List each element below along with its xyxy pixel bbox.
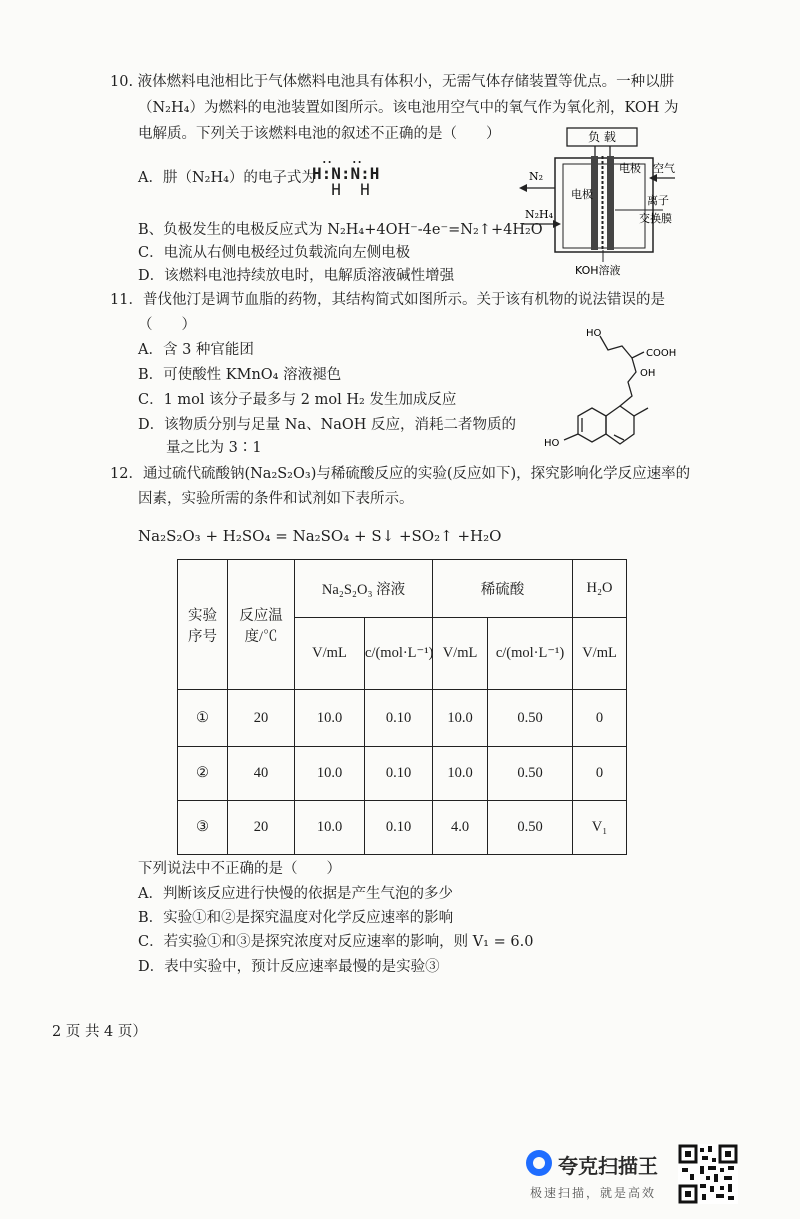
watermark-slogan: 极速扫描，就是高效 (530, 1186, 657, 1200)
membrane-label-2: 交换膜 (639, 212, 672, 225)
load-label: 负 载 (588, 130, 616, 144)
q10-option-c: C．电流从右侧电极经过负载流向左侧电极 (138, 245, 411, 261)
table-cell: 0.10 (365, 801, 433, 855)
n2-label: N₂ (529, 170, 544, 183)
subheader-cell: c/(mol·L⁻¹) (365, 618, 433, 690)
table-cell: 0 (573, 747, 627, 801)
table-cell: 20 (228, 801, 295, 855)
table-cell: 0.50 (488, 801, 573, 855)
table-cell: 0.50 (488, 747, 573, 801)
air-label: 空气 (653, 162, 675, 175)
quark-logo-icon (526, 1150, 552, 1176)
pravastatin-structure (540, 322, 710, 450)
fuel-cell-diagram (515, 126, 685, 276)
subheader-cell: V/mL (433, 618, 488, 690)
watermark-brand: 夸克扫描王 (558, 1154, 658, 1178)
table-row (178, 690, 627, 747)
table-cell: ② (178, 747, 228, 801)
q11-stem-line1: 11．普伐他汀是调节血脂的药物，其结构简式如图所示。关于该有机物的说法错误的是 (110, 292, 665, 308)
q10-option-b: B、负极发生的电极反应式为 N₂H₄+4OH⁻-4e⁻=N₂↑+4H₂O (138, 222, 543, 238)
table-cell: 10.0 (295, 747, 365, 801)
lewis-main: H:N:N:H (312, 164, 380, 183)
table-cell: 0.10 (365, 690, 433, 747)
right-electrode-label: 电极 (619, 162, 641, 175)
table-cell: 10.0 (433, 747, 488, 801)
header-exp-no: 实验序号 (178, 560, 228, 690)
q12-stem-line1: 12．通过硫代硫酸钠(Na₂S₂O₃)与稀硫酸反应的实验(反应如下)，探究影响化学反应速率的 (110, 466, 691, 482)
q11-option-a: A．含 3 种官能团 (138, 342, 254, 358)
oh-label: OH (640, 368, 656, 379)
q10-stem-line2: （N₂H₄）为燃料的电池装置如图所示。该电池用空气中的氧气作为氧化剂，KOH 为 (138, 100, 679, 116)
q10-stem-line1: 10. 液体燃料电池相比于气体燃料电池具有体积小，无需气体存储装置等优点。一种以肼 (110, 74, 675, 90)
table-cell: ③ (178, 801, 228, 855)
table-cell: V₁ (573, 801, 627, 855)
ho-top-label: HO (586, 328, 602, 339)
q11-option-b: B．可使酸性 KMnO₄ 溶液褪色 (138, 367, 342, 383)
table-cell: 4.0 (433, 801, 488, 855)
header-na2s2o3: Na₂S₂O₃ 溶液 (295, 560, 433, 618)
table-cell: 0.50 (488, 690, 573, 747)
table-cell: ① (178, 690, 228, 747)
koh-label: KOH溶液 (575, 264, 621, 276)
q11-stem-line2: （ ） (138, 317, 196, 333)
hydrazine-lewis-structure (312, 150, 379, 198)
q12-option-b: B．实验①和②是探究温度对化学反应速率的影响 (138, 910, 454, 926)
q11-option-c: C．1 mol 该分子最多与 2 mol H₂ 发生加成反应 (138, 392, 457, 408)
table-row (178, 801, 627, 855)
q12-option-c: C．若实验①和③是探究浓度对反应速率的影响，则 V₁ = 6.0 (138, 934, 534, 950)
q10-option-a: A．肼（N₂H₄）的电子式为 (138, 170, 316, 186)
header-water: H₂O (573, 560, 627, 618)
left-electrode-label: 电极 (571, 188, 593, 201)
table-cell: 40 (228, 747, 295, 801)
q12-prompt: 下列说法中不正确的是（ ） (138, 861, 341, 877)
q12-stem-line2: 因素，实验所需的条件和试剂如下表所示。 (138, 491, 414, 507)
table-row (178, 747, 627, 801)
q10-option-d: D．该燃料电池持续放电时，电解质溶液碱性增强 (138, 268, 455, 284)
table-cell: 10.0 (433, 690, 488, 747)
q11-option-d-line2: 量之比为 3∶1 (166, 440, 262, 456)
membrane-label-1: 离子 (647, 194, 669, 207)
q11-option-d-line1: D．该物质分别与足量 Na、NaOH 反应，消耗二者物质的 (138, 417, 517, 433)
lewis-top-dots: ‥ ‥ (312, 148, 372, 167)
subheader-cell: c/(mol·L⁻¹) (488, 618, 573, 690)
table-cell: 10.0 (295, 801, 365, 855)
header-dilute-acid: 稀硫酸 (433, 560, 573, 618)
lewis-bottom-h: H H (312, 180, 380, 199)
q12-option-a: A．判断该反应进行快慢的依据是产生气泡的多少 (138, 886, 453, 902)
header-temperature: 反应温度/℃ (228, 560, 295, 690)
table-cell: 0.10 (365, 747, 433, 801)
qr-code-icon (678, 1144, 738, 1204)
ho-bottom-label: HO (544, 438, 560, 449)
subheader-cell: V/mL (573, 618, 627, 690)
n2h4-label: N₂H₄ (525, 208, 554, 221)
reaction-equation: Na₂S₂O₃ + H₂SO₄ = Na₂SO₄ + S↓ +SO₂↑ +H₂O (138, 527, 502, 545)
table-cell: 20 (228, 690, 295, 747)
cooh-label: COOH (646, 348, 677, 359)
q10-stem-line3: 电解质。下列关于该燃料电池的叙述不正确的是（ ） (138, 126, 501, 142)
subheader-cell: V/mL (295, 618, 365, 690)
table-cell: 10.0 (295, 690, 365, 747)
q12-option-d: D．表中实验中，预计反应速率最慢的是实验③ (138, 959, 440, 975)
experiment-table (177, 559, 627, 855)
page-number: 2 页 共 4 页） (52, 1024, 147, 1040)
table-cell: 0 (573, 690, 627, 747)
